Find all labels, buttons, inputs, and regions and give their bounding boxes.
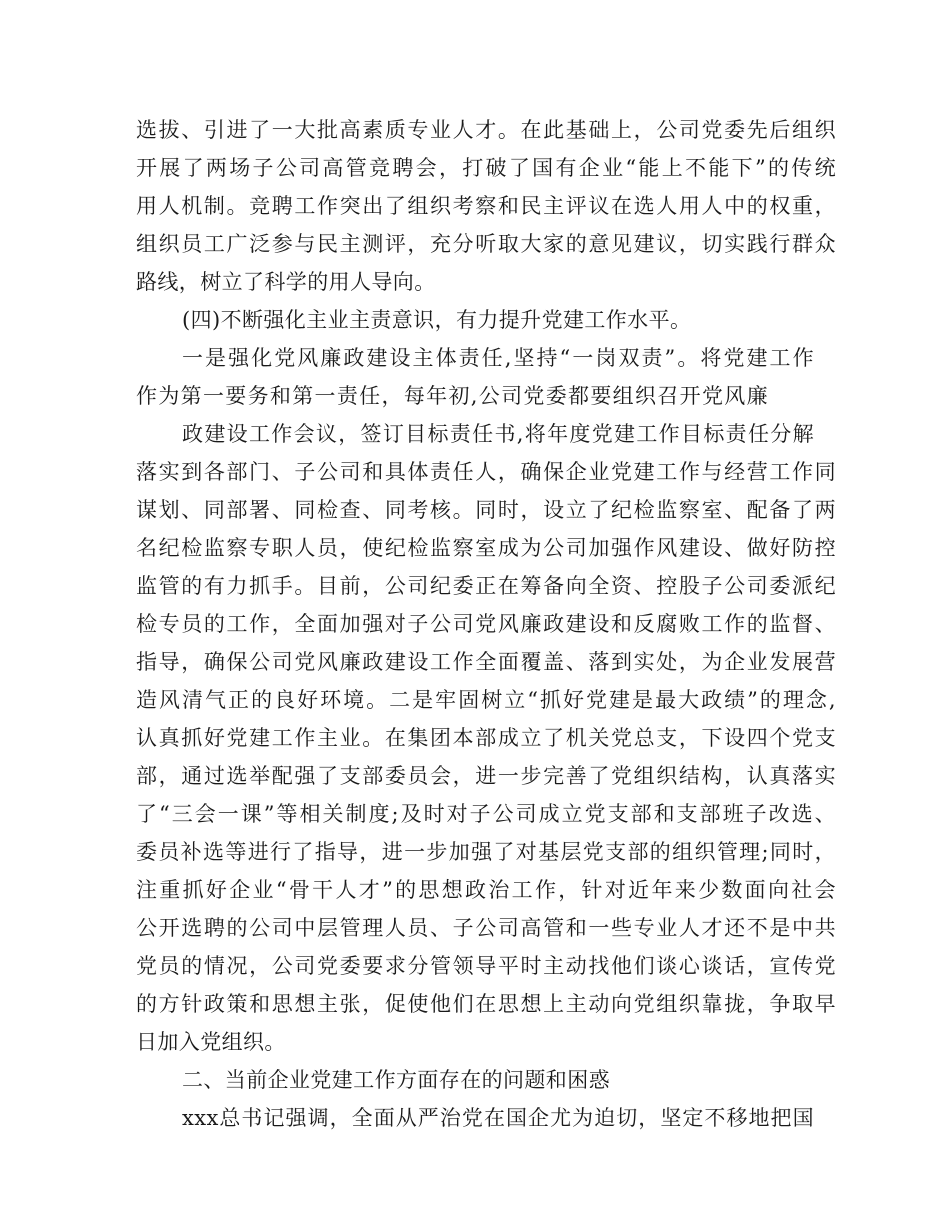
text-line-23: 党员的情况，公司党委要求分管领导平时主动找他们谈心谈话，宣传党 [136, 954, 836, 978]
text-line-10: 落实到各部门、子公司和具体责任人，确保企业党建工作与经营工作同 [136, 460, 836, 484]
text-line-9: 政建设工作会议，签订目标责任书,将年度党建工作目标责任分解 [182, 422, 814, 446]
text-line-4: 组织员工广泛参与民主测评，充分听取大家的意见建议，切实践行群众 [136, 232, 836, 256]
text-line-12: 名纪检监察专职人员，使纪检监察室成为公司加强作风建设、做好防控 [136, 536, 836, 560]
text-line-5: 路线，树立了科学的用人导向。 [136, 270, 436, 294]
text-line-25: 日加入党组织。 [136, 1030, 286, 1054]
text-line-3: 用人机制。竞聘工作突出了组织考察和民主评议在选人用人中的权重， [136, 194, 836, 218]
text-line-20: 委员补选等进行了指导，进一步加强了对基层党支部的组织管理;同时， [136, 840, 836, 864]
text-line-17: 认真抓好党建工作主业。在集团本部成立了机关党总支，下设四个党支 [136, 726, 836, 750]
text-line-11: 谋划、同部署、同检查、同考核。同时，设立了纪检监察室、配备了两 [136, 498, 836, 522]
text-line-8: 作为第一要务和第一责任，每年初,公司党委都要组织召开党风廉 [136, 384, 768, 408]
text-line-14: 检专员的工作，全面加强对子公司党风廉政建设和反腐败工作的监督、 [136, 612, 836, 636]
text-line-18: 部，通过选举配强了支部委员会，进一步完善了党组织结构，认真落实 [136, 764, 836, 788]
text-line-22: 公开选聘的公司中层管理人员、子公司高管和一些专业人才还不是中共 [136, 916, 836, 940]
text-line-15: 指导，确保公司党风廉政建设工作全面覆盖、落到实处，为企业发展营 [136, 650, 836, 674]
text-line-19: 了“三会一课”等相关制度;及时对子公司成立党支部和支部班子改选、 [136, 802, 836, 826]
text-line-27: xxx总书记强调，全面从严治党在国企尤为迫切，坚定不移地把国 [182, 1106, 814, 1130]
text-line-7: 一是强化党风廉政建设主体责任,坚持“一岗双责”。将党建工作 [182, 346, 814, 370]
text-line-13: 监管的有力抓手。目前，公司纪委正在筹备向全资、控股子公司委派纪 [136, 574, 836, 598]
text-line-24: 的方针政策和思想主张，促使他们在思想上主动向党组织靠拢，争取早 [136, 992, 836, 1016]
text-line-2: 开展了两场子公司高管竞聘会，打破了国有企业“能上不能下”的传统 [136, 156, 836, 180]
text-line-21: 注重抓好企业“骨干人才”的思想政治工作，针对近年来少数面向社会 [136, 878, 836, 902]
text-line-1: 选拔、引进了一大批高素质专业人才。在此基础上，公司党委先后组织 [136, 118, 836, 142]
section-heading-2: 二、当前企业党建工作方面存在的问题和困惑 [182, 1068, 610, 1092]
section-heading-4: (四)不断强化主业主责意识，有力提升党建工作水平。 [182, 308, 692, 332]
text-line-16: 造风清气正的良好环境。二是牢固树立“抓好党建是最大政绩”的理念, [136, 688, 836, 712]
